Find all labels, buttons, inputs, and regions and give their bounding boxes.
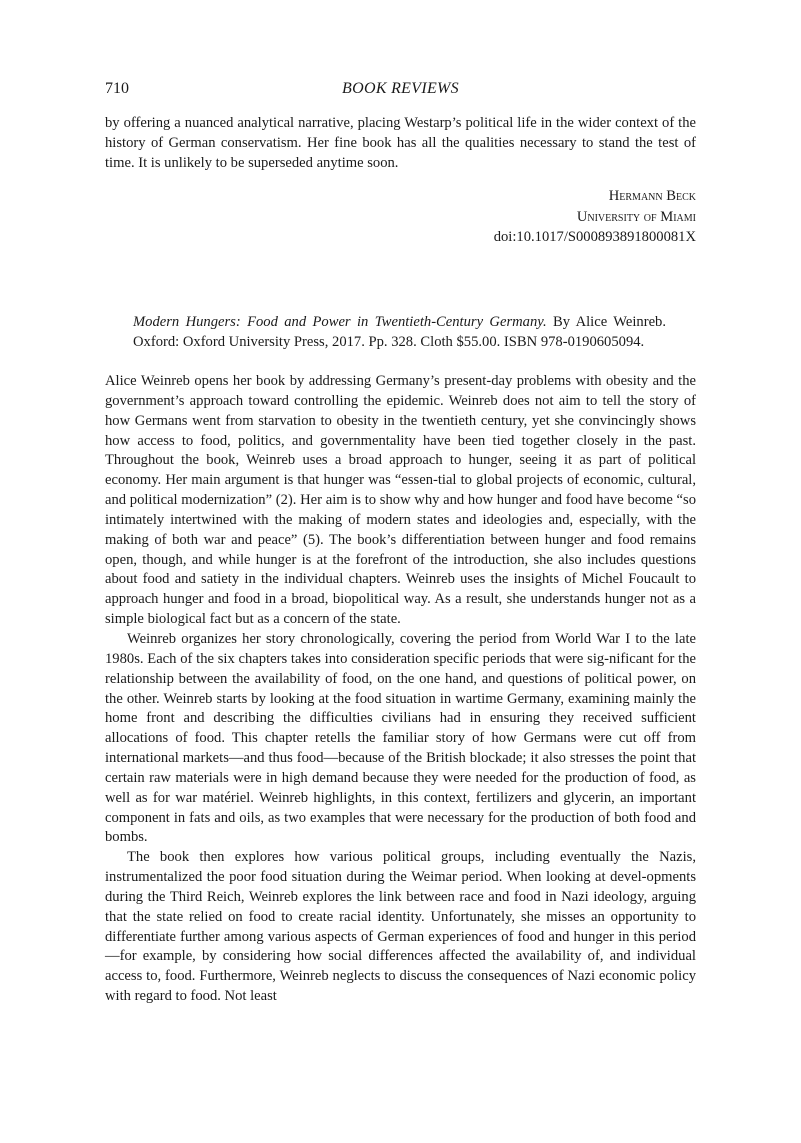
page-header <box>105 80 696 102</box>
previous-review-closing-paragraph: by offering a nuanced analytical narrative, placing Westarp’s political life in the wider context of the history of German conservatism. Her fine book has all the qualities necessary to stand the test of time. It is unlikely to be superseded anytime soon. <box>105 115 696 171</box>
review-body <box>105 372 696 1007</box>
page-number: 710 <box>105 80 129 97</box>
reviewer-signature <box>494 186 696 248</box>
reviewer-name: Hermann Beck <box>608 188 696 204</box>
reviewer-affiliation: University of Miami <box>576 208 696 225</box>
book-title: Modern Hungers: Food and Power in Twentieth-Century Germany. <box>133 314 547 330</box>
doi: doi:10.1017/S000893891800081X <box>493 229 696 245</box>
book-details: By Alice Weinreb. Oxford: Oxford University Press, 2017. Pp. 328. Cloth $55.00. ISBN 978-0190605094. <box>133 314 666 350</box>
review-paragraph-3: The book then explores how various political groups, including eventually the Nazis, instrumentalized the poor food situation during the Weimar period. When looking at devel-opments during the Third Reich, Weinreb explores the link between race and food in Nazi ideology, arguing that the state relied on food to create racial identity. Unfortunately, she misses an opportunity to differentiate further among various aspects of German experiences of food and hunger in this period—for example, by considering how social differences affected the availability of, and individual access to, food. Furthermore, Weinreb neglects to discuss the consequences of Nazi economic policy with regard to food. Not least <box>105 849 696 1005</box>
review-paragraph-2: Weinreb organizes her story chronologically, covering the period from World War I to the late 1980s. Each of the six chapters takes into consideration specific periods that were sig-nificant for the relationship between the availability of food, on the one hand, and questions of political power, on the other. Weinreb starts by looking at the food situation in wartime Germany, examining mainly the home front and describing the difficulties civilians had in ensuring they received sufficient allocations of food. This chapter retells the familiar story of how Germans were cut off from international markets—and thus food—because of the British blockade; it also stresses the point that certain raw materials were in high demand because they were needed for the production of food, as well as for war matériel. Weinreb highlights, in this context, fertilizers and glycerin, an important component in fats and oils, as two examples that were necessary for the production of both food and bombs. <box>105 630 696 846</box>
review-paragraph-1: Alice Weinreb opens her book by addressing Germany’s present-day problems with obesity and the government’s approach toward controlling the epidemic. Weinreb does not aim to tell the story of how Germans went from starvation to obesity in the twentieth century, yet she convincingly shows how access to food, politics, and governmentality have been tied together closely in the past. Throughout the book, Weinreb uses a broad approach to hunger, seeing it as part of political economy. Her main argument is that hunger was “essen-tial to global projects of economic, cultural, and political modernization” (2). Her aim is to show why and how hunger and food have become “so intimately intertwined with the making of modern states and ideologies and, especially, with the making of both war and peace” (5). The book’s differentiation between hunger and food remains open, though, and while hunger is at the forefront of the introduction, she also includes questions about food and satiety in the individual chapters. Weinreb uses the insights of Michel Foucault to approach hunger and food in a broad, biopolitical way. As a result, she understands hunger not as a simple biological fact but as a concern of the state. <box>105 373 696 628</box>
running-title: BOOK REVIEWS <box>342 80 459 97</box>
book-citation <box>133 312 666 352</box>
